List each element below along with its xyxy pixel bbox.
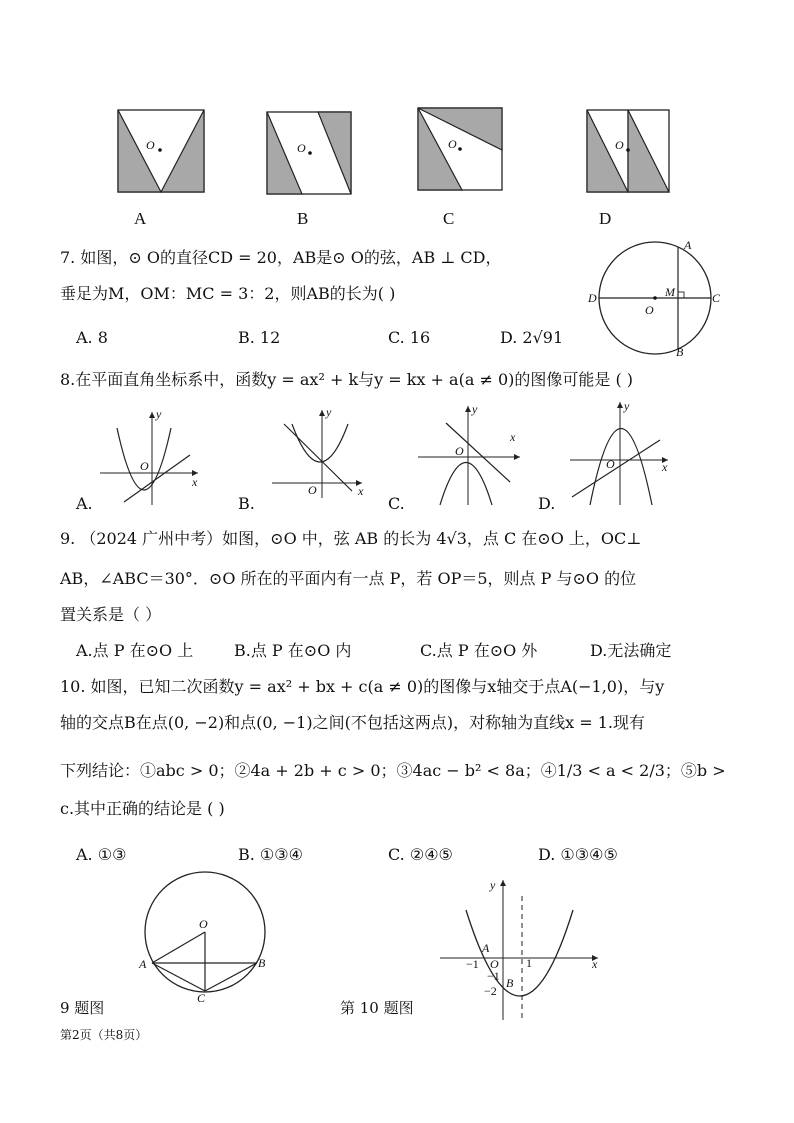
q10-label-o: O bbox=[490, 957, 499, 971]
q7-choice-d[interactable]: D. 2√91 bbox=[500, 328, 564, 347]
option-label-d[interactable]: D bbox=[599, 209, 612, 228]
q8d-origin: O bbox=[606, 457, 615, 471]
q7-label-c: C bbox=[712, 291, 721, 305]
q10-choice-c[interactable]: C. ②④⑤ bbox=[388, 845, 453, 864]
q10-choice-b[interactable]: B. ①③④ bbox=[238, 845, 303, 864]
q7-line1: 7. 如图，⊙ O的直径CD = 20，AB是⊙ O的弦，AB ⊥ CD， bbox=[60, 248, 502, 267]
option-label-b[interactable]: B bbox=[297, 209, 309, 228]
q7-choice-b[interactable]: B. 12 bbox=[238, 328, 281, 347]
q9-label-c: C bbox=[197, 991, 206, 1005]
q7-label-m: M bbox=[665, 285, 675, 299]
option-label-c[interactable]: C bbox=[443, 209, 455, 228]
page-footer: 第2页（共8页） bbox=[60, 1028, 148, 1042]
q9-line3: 置关系是（ ） bbox=[60, 605, 162, 624]
q9-line1: 9. （2024 广州中考）如图，⊙O 中，弦 AB 的长为 4√3，点 C 在⊙O 上，OC⊥ bbox=[60, 529, 642, 548]
q10-label-minus2: −2 bbox=[484, 984, 497, 998]
q10-label-minus1: −1 bbox=[466, 957, 479, 971]
q9-label-o: O bbox=[199, 917, 208, 931]
q7-choice-c[interactable]: C. 16 bbox=[388, 328, 431, 347]
figure-b-center-label: O bbox=[297, 141, 306, 155]
q8d-x-label: x bbox=[662, 460, 668, 474]
figure-d-center-label: O bbox=[615, 138, 624, 152]
q10-label-a: A bbox=[482, 941, 490, 955]
q7-label-o: O bbox=[645, 303, 654, 317]
q9-label-b: B bbox=[258, 956, 266, 970]
q8d-y-label: y bbox=[624, 399, 630, 413]
q9-caption: 9 题图 bbox=[60, 999, 105, 1017]
q10-label-1: 1 bbox=[526, 956, 532, 970]
q10-label-minus1-y: −1 bbox=[487, 969, 500, 983]
q10-line2: 轴的交点B在点(0, −2)和点(0, −1)之间(不包括这两点)，对称轴为直线x = 1.现有 bbox=[60, 713, 645, 732]
q9-choice-c[interactable]: C.点 P 在⊙O 外 bbox=[420, 641, 538, 660]
q7-label-b: B bbox=[676, 345, 684, 359]
q9-choice-a[interactable]: A.点 P 在⊙O 上 bbox=[76, 641, 194, 660]
q10-line3: 下列结论：①abc > 0；②4a + 2b + c > 0；③4ac − b² < 8a；④1/3 < a < 2/3；⑤b > bbox=[60, 761, 726, 780]
q10-line1: 10. 如图，已知二次函数y = ax² + bx + c(a ≠ 0)的图像与x轴交于点A(−1,0)，与y bbox=[60, 677, 665, 696]
q8-line1: 8.在平面直角坐标系中，函数y = ax² + k与y = kx + a(a ≠ 0)的图像可能是 ( ) bbox=[60, 370, 634, 389]
q8b-origin: O bbox=[308, 483, 317, 497]
q10-label-y: y bbox=[490, 878, 496, 892]
q7-line2: 垂足为M，OM：MC = 3：2，则AB的长为( ) bbox=[60, 284, 396, 303]
q8a-origin: O bbox=[140, 459, 149, 473]
q9-choice-b[interactable]: B.点 P 在⊙O 内 bbox=[234, 641, 352, 660]
q8c-x-label: x bbox=[510, 430, 516, 444]
q9-label-a: A bbox=[139, 957, 147, 971]
q7-label-a: A bbox=[684, 238, 692, 252]
q8b-y-label: y bbox=[326, 405, 332, 419]
option-label-a[interactable]: A bbox=[134, 209, 147, 228]
q9-line2: AB，∠ABC＝30°．⊙O 所在的平面内有一点 P，若 OP＝5，则点 P 与⊙O 的位 bbox=[60, 569, 637, 588]
q8-choice-b[interactable]: B. bbox=[238, 494, 255, 513]
q8-choice-a[interactable]: A. bbox=[76, 494, 93, 513]
q8c-origin: O bbox=[455, 444, 464, 458]
q7-label-d: D bbox=[588, 291, 597, 305]
q10-choice-d[interactable]: D. ①③④⑤ bbox=[538, 845, 618, 864]
q10-choice-a[interactable]: A. ①③ bbox=[76, 845, 127, 864]
q8a-x-label: x bbox=[192, 475, 198, 489]
q8b-x-label: x bbox=[358, 484, 364, 498]
q9-choice-d[interactable]: D.无法确定 bbox=[590, 641, 672, 660]
q8-choice-d[interactable]: D. bbox=[538, 494, 556, 513]
q8c-y-label: y bbox=[472, 402, 478, 416]
figure-c-center-label: O bbox=[448, 137, 457, 151]
figure-a-center-label: O bbox=[146, 138, 155, 152]
q7-choice-a[interactable]: A. 8 bbox=[76, 328, 108, 347]
q8a-y-label: y bbox=[156, 407, 162, 421]
q10-caption: 第 10 题图 bbox=[340, 999, 414, 1017]
q8-choice-c[interactable]: C. bbox=[388, 494, 405, 513]
q10-label-x: x bbox=[592, 957, 598, 971]
q10-label-b: B bbox=[506, 976, 514, 990]
q10-line4: c.其中正确的结论是 ( ) bbox=[60, 799, 225, 818]
